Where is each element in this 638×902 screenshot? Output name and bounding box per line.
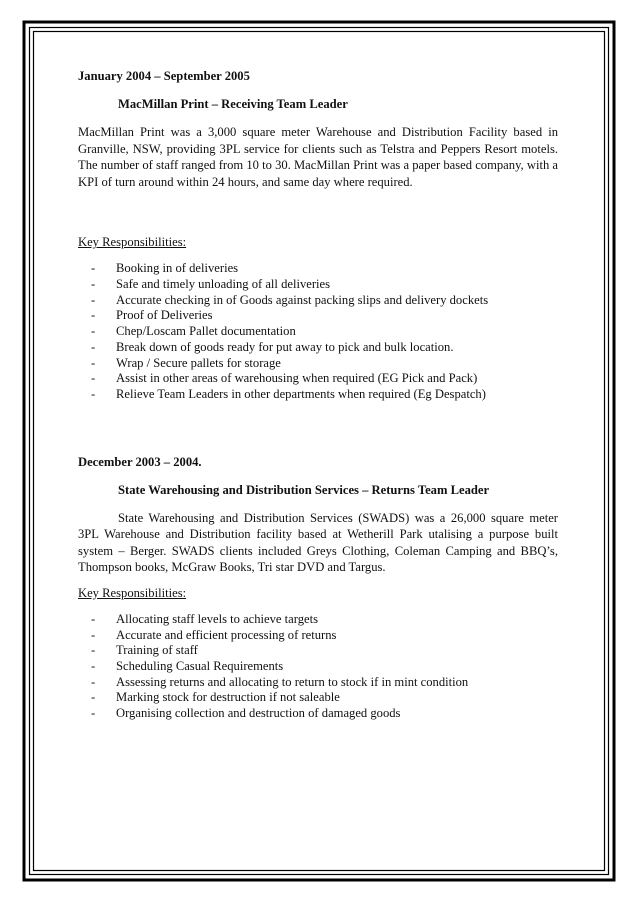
list-item-text: Chep/Loscam Pallet documentation [116, 324, 296, 339]
job-description: MacMillan Print was a 3,000 square meter Warehouse and Distribution Facility based in Granville, NSW, providing 3PL service for clients such as Telstra and Peppers Resort motels. The number of staff ranged from 10 to 30. MacMillan Print was a paper based company, with a KPI of turn around within 24 hours, and same day where required. [78, 125, 558, 189]
job-role-title: MacMillan Print – Receiving Team Leader [118, 97, 348, 111]
list-item-text: Proof of Deliveries [116, 308, 213, 323]
list-item-text: Scheduling Casual Requirements [116, 659, 284, 673]
job-description: State Warehousing and Distribution Services (SWADS) was a 26,000 square meter 3PL Warehouse and Distribution facility based at Wetherill Park utalising a purpose built system – Berger. SWADS clients included Greys Clothing, Coleman Camping and BBQ’s, Thompson books, McGraw Books, Tri star DVD and Targus. [78, 510, 558, 575]
list-item-text: Wrap / Secure pallets for storage [116, 355, 281, 370]
bullet-dash: - [91, 277, 96, 292]
bullet-dash: - [91, 674, 96, 689]
bullet-dash: - [91, 659, 96, 673]
list-item [78, 324, 558, 340]
key-responsibilities-heading: Key Responsibilities: [78, 585, 187, 600]
job-section-macmillan [78, 68, 558, 403]
list-item-text: Organising collection and destruction of damaged goods [116, 706, 401, 721]
list-item [78, 277, 558, 293]
list-item-text: Relieve Team Leaders in other departments when required (Eg Despatch) [116, 386, 486, 401]
bullet-dash: - [91, 324, 96, 339]
bullet-dash: - [91, 690, 96, 705]
bullet-dash: - [91, 371, 96, 386]
list-item-text: Break down of goods ready for put away to pick and bulk location. [116, 339, 454, 354]
bullet-dash: - [91, 292, 96, 307]
list-item-text: Booking in of deliveries [116, 261, 239, 276]
job-date: December 2003 – 2004. [78, 454, 202, 469]
bullet-dash: - [91, 261, 96, 276]
bullet-dash: - [91, 386, 96, 401]
job-date: January 2004 – September 2005 [78, 69, 250, 83]
list-item-text: Accurate checking in of Goods against packing slips and delivery dockets [116, 292, 489, 307]
key-responsibilities-heading: Key Responsibilities: [78, 235, 187, 250]
responsibilities-list [78, 261, 558, 402]
list-item [78, 690, 558, 706]
bullet-dash: - [91, 611, 96, 626]
list-item [78, 261, 558, 277]
list-item-text: Training of staff [116, 643, 198, 658]
list-item [78, 628, 558, 644]
list-item [78, 706, 558, 722]
list-item-text: Accurate and efficient processing of returns [116, 627, 337, 642]
list-item [78, 371, 558, 387]
list-item-text: Allocating staff levels to achieve targets [116, 611, 319, 626]
resume-content [78, 68, 558, 722]
bullet-dash: - [91, 308, 96, 323]
responsibilities-list [78, 612, 558, 722]
bullet-dash: - [91, 627, 96, 642]
bullet-dash: - [91, 706, 96, 721]
section-spacer [78, 403, 558, 454]
list-item-text: Safe and timely unloading of all deliveries [116, 277, 331, 292]
list-item [78, 308, 558, 324]
job-role-title: State Warehousing and Distribution Services – Returns Team Leader [118, 482, 490, 497]
list-item [78, 643, 558, 659]
bullet-dash: - [91, 355, 96, 370]
list-item [78, 293, 558, 309]
list-item-text: Assessing returns and allocating to return to stock if in mint condition [116, 674, 469, 689]
list-item-text: Marking stock for destruction if not saleable [116, 690, 340, 705]
list-item [78, 387, 558, 403]
list-item [78, 612, 558, 628]
list-item-text: Assist in other areas of warehousing when required (EG Pick and Pack) [116, 371, 478, 386]
list-item [78, 659, 558, 675]
list-item [78, 356, 558, 372]
bullet-dash: - [91, 339, 96, 354]
list-item [78, 340, 558, 356]
list-item [78, 675, 558, 691]
bullet-dash: - [91, 643, 96, 658]
job-section-swads [78, 454, 558, 722]
